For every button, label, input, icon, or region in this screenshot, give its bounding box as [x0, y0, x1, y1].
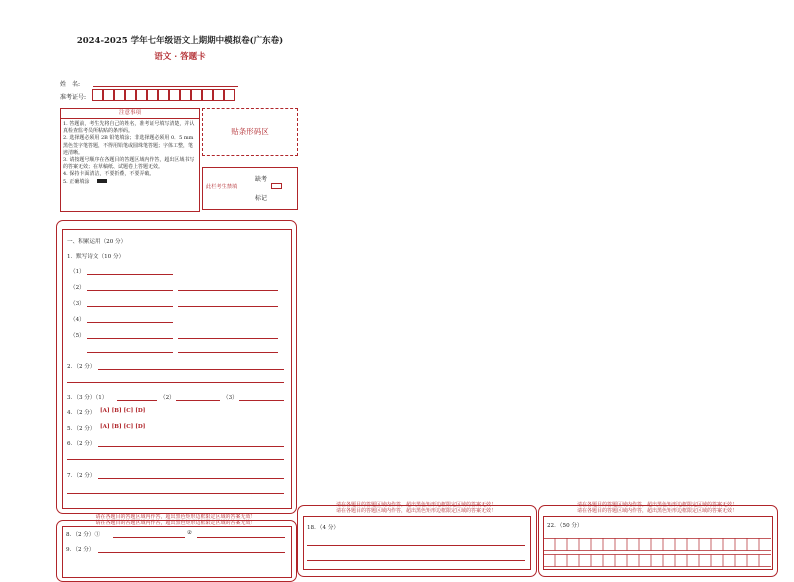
q5-options[interactable]: [A] [B] [C] [D]: [100, 424, 146, 430]
section1-heading: 一、积累运用（20 分）: [67, 239, 127, 245]
absent-label-2: 标记: [255, 195, 268, 202]
id-cell[interactable]: [114, 89, 125, 101]
id-cell[interactable]: [103, 89, 114, 101]
note-item: [63, 179, 197, 186]
q8-answer-line[interactable]: [113, 537, 185, 538]
q1-item-label: （3）: [70, 301, 85, 307]
barcode-area: [202, 108, 298, 156]
q18-answer-line[interactable]: [307, 560, 525, 561]
q7-label: 7．（2 分）: [67, 473, 96, 479]
q3-answer-line[interactable]: [239, 400, 284, 401]
q1-answer-line[interactable]: [178, 338, 278, 339]
id-cell[interactable]: [92, 89, 103, 101]
q1-answer-line[interactable]: [178, 306, 278, 307]
q18-answer-line[interactable]: [307, 545, 525, 546]
section-warning: 请在各题目的答题区域内作答，超出黑色矩形边框限定区域的答案无效！: [576, 502, 737, 508]
q3-answer-line[interactable]: [176, 400, 220, 401]
q18-label: 18．（4 分）: [307, 525, 340, 531]
q9-label: 9．（2 分）: [66, 547, 95, 553]
q2-answer-line[interactable]: [67, 382, 284, 383]
essay-grid-lines: [543, 538, 771, 568]
q3-part-label: （3）: [223, 395, 238, 401]
note-item: 4. 保持卡面清洁，不要折叠，不要弄破。: [63, 171, 155, 178]
absent-label-1: 缺考: [255, 176, 268, 183]
absent-note: 此栏考生禁填: [206, 184, 238, 190]
q1-answer-line[interactable]: [87, 352, 173, 353]
q8-part-label: ②: [187, 530, 193, 536]
page-subtitle: 语文 · 答题卡: [154, 52, 206, 62]
q9-answer-line[interactable]: [98, 552, 285, 553]
q1-item-label: （5）: [70, 333, 85, 339]
id-cell[interactable]: [191, 89, 202, 101]
notes-box: [60, 108, 200, 212]
q22-label: 22．（50 分）: [547, 523, 583, 529]
q1-answer-line[interactable]: [87, 338, 173, 339]
note-item: 2. 选择题必须用 2B 铅笔填涂；非选择题必须用 0．5 mm 黑色签字笔答题，不得用铅笔或圆珠笔答题；字体工整，笔迹清晰。: [63, 135, 194, 156]
id-cell[interactable]: [180, 89, 191, 101]
q2-answer-line[interactable]: [98, 369, 284, 370]
id-cell[interactable]: [169, 89, 180, 101]
q4-label: 4．（2 分）: [67, 410, 96, 416]
q2-label: 2．（2 分）: [67, 364, 96, 370]
notes-heading: 注意事项: [61, 109, 199, 119]
absent-checkbox[interactable]: [271, 183, 282, 189]
q1-item-label: （4）: [70, 317, 85, 323]
note-fill-example-label: 5. 正确填涂: [63, 178, 90, 185]
q1-answer-line[interactable]: [87, 274, 173, 275]
id-cell[interactable]: [158, 89, 169, 101]
q8-answer-line[interactable]: [197, 537, 285, 538]
q1-answer-line[interactable]: [87, 290, 173, 291]
id-cell[interactable]: [147, 89, 158, 101]
q1-answer-line[interactable]: [178, 290, 278, 291]
q6-label: 6．（2 分）: [67, 441, 96, 447]
q6-answer-line[interactable]: [67, 459, 284, 460]
q7-answer-line[interactable]: [98, 478, 284, 479]
id-cell[interactable]: [202, 89, 213, 101]
absent-mark-box: [202, 167, 298, 210]
section-warning: 请在各题目的答题区域内作答，超出黑色矩形边框限定区域的答案无效！: [335, 502, 496, 508]
note-item: 3. 请按题号顺序在各题目的答题区域内作答，超出区域书写的答案无效；在草稿纸、试题卷上答题无效。: [63, 157, 195, 171]
q5-label: 5．（2 分）: [67, 426, 96, 432]
section-warning: 请在各题目的答题区域内作答，超出黑色矩形边框限定区域的答案无效！: [576, 508, 737, 514]
q8-label: 8．（2 分）①: [66, 532, 101, 538]
id-cell[interactable]: [125, 89, 136, 101]
id-cells[interactable]: [92, 89, 242, 101]
q6-answer-line[interactable]: [98, 446, 284, 447]
q3-part-label: （2）: [160, 395, 175, 401]
id-cell[interactable]: [213, 89, 224, 101]
q1-label: 1．默写诗文（10 分）: [67, 254, 125, 260]
id-cell[interactable]: [224, 89, 235, 101]
q1-item-label: （2）: [70, 285, 85, 291]
q7-answer-line[interactable]: [67, 493, 284, 494]
name-label: 姓 名:: [60, 81, 81, 88]
q3-label: 3．（3 分）（1）: [67, 395, 108, 401]
section-warning: 请在各题目的答题区域内作答，超出黑色矩形边框限定区域的答案无效！: [95, 514, 256, 520]
q4-options[interactable]: [A] [B] [C] [D]: [100, 408, 146, 414]
id-label: 准考证号:: [60, 94, 87, 101]
section-warning: 请在各题目的答题区域内作答，超出黑色矩形边框限定区域的答案无效！: [95, 520, 256, 526]
section-warning: 请在各题目的答题区域内作答，超出黑色矩形边框限定区域的答案无效！: [335, 508, 496, 514]
name-field-line[interactable]: [93, 86, 238, 87]
q1-item-label: （1）: [70, 269, 85, 275]
essay-grid[interactable]: [543, 538, 771, 568]
q1-answer-line[interactable]: [87, 322, 173, 323]
fill-example-mark: [97, 179, 107, 183]
q3-answer-line[interactable]: [117, 400, 157, 401]
note-item: 1. 答题前，考生先将自己的姓名，准考证号填写清楚，并认真检查监考员所粘贴的条形码。: [63, 121, 195, 135]
q1-answer-line[interactable]: [178, 352, 278, 353]
page-title: 2024-2025 学年七年级语文上期期中模拟卷(广东卷): [76, 36, 284, 46]
barcode-label: 贴条形码区: [231, 127, 269, 136]
id-cell[interactable]: [136, 89, 147, 101]
q1-answer-line[interactable]: [87, 306, 173, 307]
